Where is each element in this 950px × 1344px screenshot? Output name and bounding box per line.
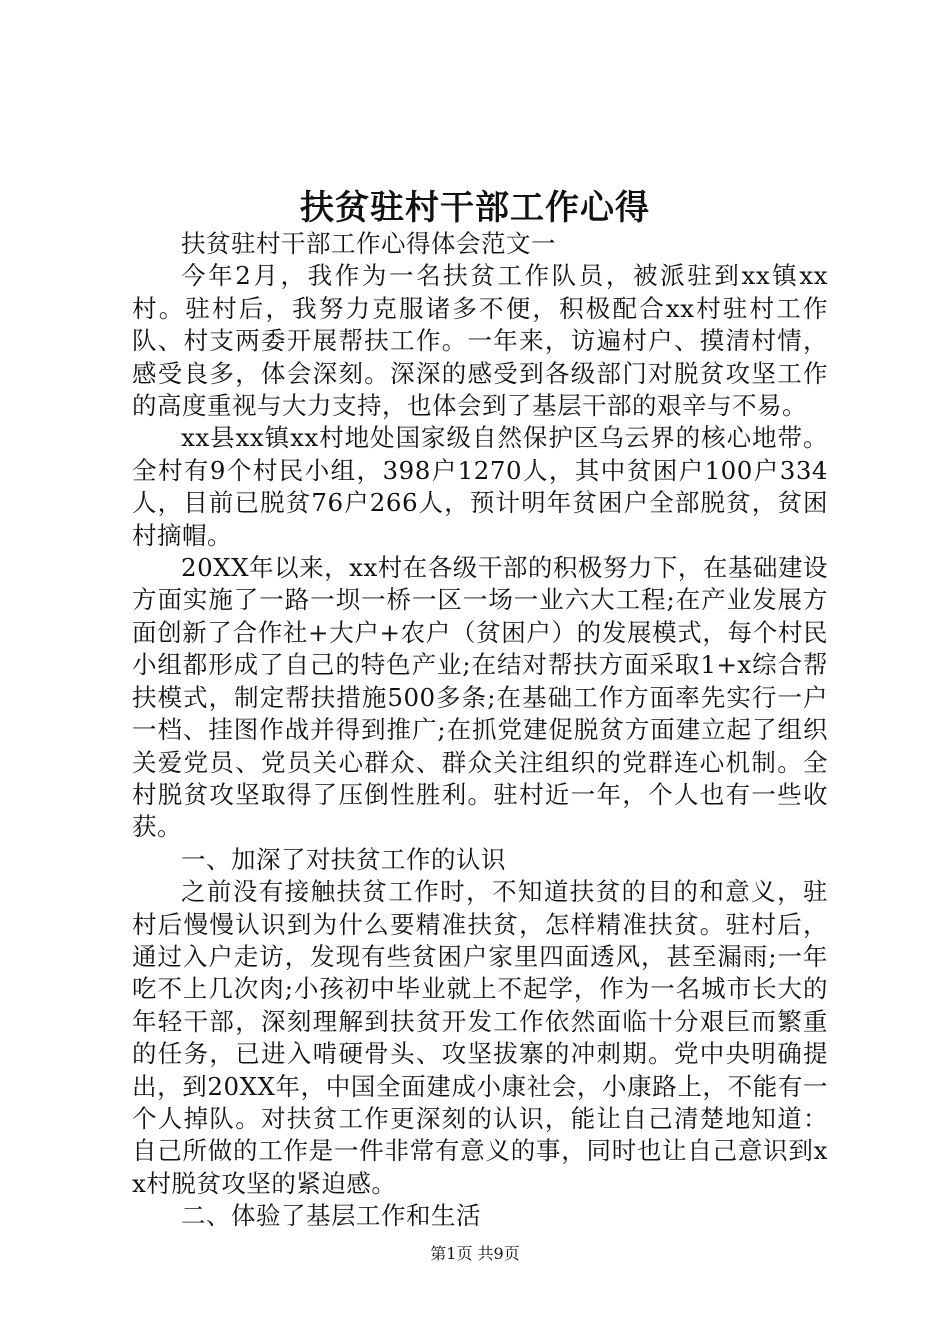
paragraph-2: xx县xx镇xx村地处国家级自然保护区乌云界的核心地带。全村有9个村民小组，398户1270人，其中贫困户100户334人，目前已脱贫76户266人，预计明年贫困户全部脱贫，贫困村摘帽。 [132,423,828,550]
document-body [132,228,828,1233]
paragraph-4: 之前没有接触扶贫工作时，不知道扶贫的目的和意义，驻村后慢慢认识到为什么要精准扶贫，怎样精准扶贫。驻村后，通过入户走访，发现有些贫困户家里四面透风，甚至漏雨;一年吃不上几次肉;小孩初中毕业就上不起学，作为一名城市长大的年轻干部，深刻理解到扶贫开发工作依然面临十分艰巨而繁重的任务，已进入啃硬骨头、攻坚拔寨的冲刺期。党中央明确提出，到20XX年，中国全面建成小康社会，小康路上，不能有一个人掉队。对扶贫工作更深刻的认识，能让自己清楚地知道：自己所做的工作是一件非常有意义的事，同时也让自己意识到xx村脱贫攻坚的紧迫感。 [132,877,828,1198]
page-title: 扶贫驻村干部工作心得 [300,188,650,228]
paragraph-1: 今年2月，我作为一名扶贫工作队员，被派驻到xx镇xx村。驻村后，我努力克服诸多不便，积极配合xx村驻村工作队、村支两委开展帮扶工作。一年来，访遍村户、摸清村情，感受良多，体会深刻。深深的感受到各级部门对脱贫攻坚工作的高度重视与大力支持，也体会到了基层干部的艰辛与不易。 [132,261,828,421]
paragraph-3: 20XX年以来，xx村在各级干部的积极努力下，在基础建设方面实施了一路一坝一桥一区一场一业六大工程;在产业发展方面创新了合作社+大户+农户（贫困户）的发展模式，每个村民小组都形成了自己的特色产业;在结对帮扶方面采取1+x综合帮扶模式，制定帮扶措施500多条;在基础工作方面率先实行一户一档、挂图作战并得到推广;在抓党建促脱贫方面建立起了组织关爱党员、党员关心群众、群众关注组织的党群连心机制。全村脱贫攻坚取得了压倒性胜利。驻村近一年，个人也有一些收获。 [132,553,828,842]
subtitle: 扶贫驻村干部工作心得体会范文一 [181,229,556,258]
section-heading-1: 一、加深了对扶贫工作的认识 [181,844,506,874]
page-number-footer: 第1页 共9页 [430,1244,520,1263]
section-heading-2: 二、体验了基层工作和生活 [181,1201,481,1231]
